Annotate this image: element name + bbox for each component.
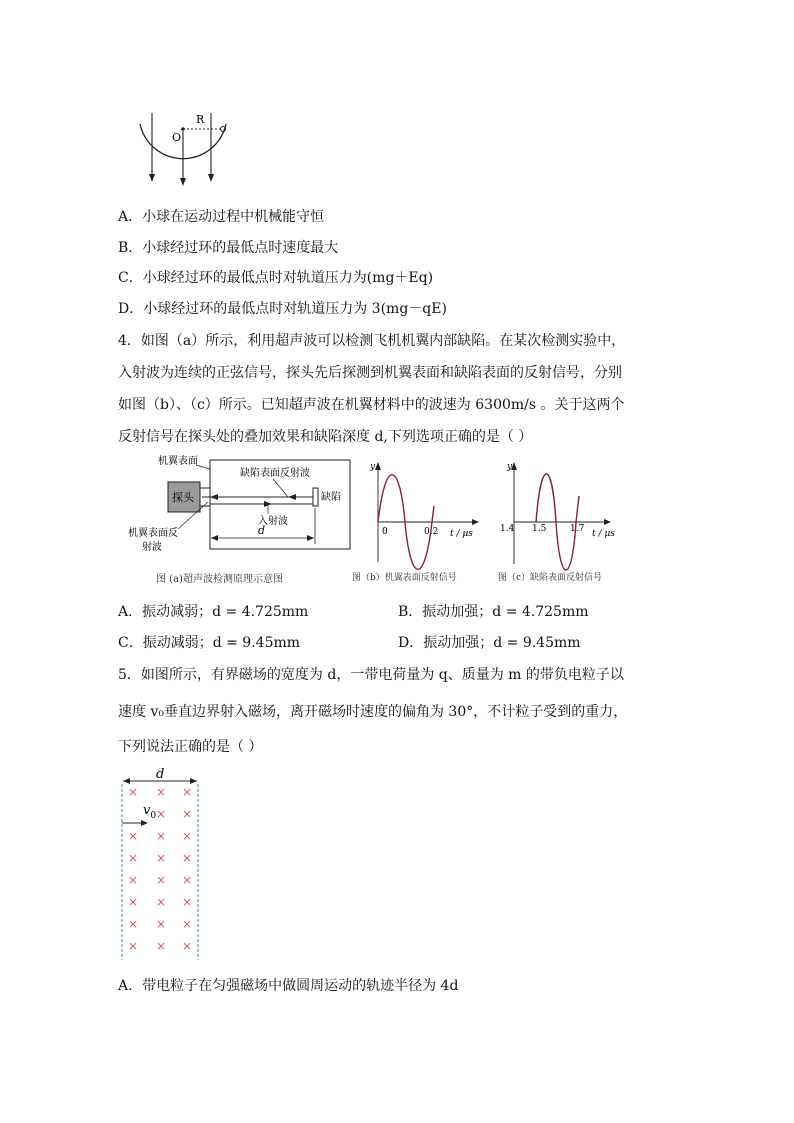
c-tick-15: 1.5 <box>532 524 547 534</box>
d-arrow-right <box>190 778 197 784</box>
figure-a-ultrasonic <box>128 454 360 588</box>
b-t-arrow <box>472 519 479 525</box>
b-y-label: y <box>370 462 376 472</box>
d-label: d <box>258 524 266 537</box>
q4-option-d: D．振动加强；d = 9.45mm <box>398 635 581 651</box>
q3-option-a: A．小球在运动过程中机械能守恒 <box>118 209 325 225</box>
surface-leader <box>196 465 210 469</box>
label-R: R <box>196 113 205 126</box>
field-cross: × <box>128 785 139 799</box>
reflect-arrow-left <box>210 494 218 500</box>
fig-b-caption: 图（b）机翼表面反射信号 <box>352 573 457 583</box>
q5-option-a: A．带电粒子在匀强磁场中做圆周运动的轨迹半径为 4d <box>118 978 459 994</box>
q4-option-a: A．振动减弱；d = 4.725mm <box>118 604 309 620</box>
field-cross: × <box>156 917 167 931</box>
field-cross: × <box>128 829 139 843</box>
field-cross: × <box>128 917 139 931</box>
field-cross: × <box>128 873 139 887</box>
field-cross: × <box>182 807 193 821</box>
c-t-label: t / μs <box>592 529 615 539</box>
defect-rect <box>313 488 318 506</box>
defect-reflect-label: 缺陷表面反射波 <box>240 468 310 479</box>
field-cross: × <box>156 851 167 865</box>
label-O: O <box>172 131 182 144</box>
c-tick-17: 1.7 <box>570 524 585 534</box>
probe-label: 探头 <box>172 491 194 504</box>
surface-reflect-label-2: 射波 <box>142 542 162 553</box>
b-tick-02: 0.2 <box>424 527 439 537</box>
d-arrow-left <box>123 778 130 784</box>
q4-line-4: 反射信号在探头处的叠加效果和缺陷深度 d,下列选项正确的是（ ） <box>118 429 533 445</box>
fig-a-caption: 图 (a)超声波检测原理示意图 <box>156 574 283 585</box>
velocity-label: $v_0$ <box>143 803 157 821</box>
surface-reflect-label-1: 机翼表面反 <box>128 528 178 539</box>
magnetic-field-figure <box>116 764 208 964</box>
field-cross: × <box>156 829 167 843</box>
q5-line-1: 5．如图所示，有界磁场的宽度为 d，一带电荷量为 q、质量为 m 的带负电粒子以 <box>118 667 624 683</box>
b-y-arrow <box>375 462 381 470</box>
field-cross: × <box>182 939 193 953</box>
q4-line-3: 如图（b）、（c）所示。已知超声波在机翼材料中的波速为 6300m/s 。关于这两个 <box>118 397 625 413</box>
b-tick-0: 0 <box>382 527 388 537</box>
q3-option-b: B．小球经过环的最低点时速度最大 <box>118 240 339 256</box>
q3-option-c: C．小球经过环的最低点时对轨道压力为(mg＋Eq) <box>118 270 434 286</box>
q4-option-b: B．振动加强；d = 4.725mm <box>398 604 589 620</box>
c-tick-14: 1.4 <box>500 524 515 534</box>
c-y-label: y <box>507 462 513 472</box>
field-d-label: d <box>156 767 165 782</box>
d-arrow-left <box>211 535 218 541</box>
incident-label: 入射波 <box>258 516 288 527</box>
q4-line-1: 4．如图（a）所示，利用超声波可以检测飞机机翼内部缺陷。在某次检测实验中， <box>118 333 626 349</box>
field-cross: × <box>128 851 139 865</box>
b-t-label: t / μs <box>450 529 473 539</box>
field-cross: × <box>156 785 167 799</box>
defect-reflect-leader <box>273 479 288 497</box>
figure-c-defect-signal <box>496 456 626 588</box>
field-cross: × <box>182 785 193 799</box>
c-t-arrow <box>604 519 611 525</box>
center-point <box>181 127 185 131</box>
field-cross: × <box>182 895 193 909</box>
field-cross: × <box>156 939 167 953</box>
field-cross: × <box>182 829 193 843</box>
figure-b-surface-signal <box>352 456 490 588</box>
defect-label: 缺陷 <box>321 492 341 503</box>
d-arrow-right <box>307 535 314 541</box>
fig-c-caption: 图（c）缺陷表面反射信号 <box>498 573 603 583</box>
field-cross: × <box>156 895 167 909</box>
field-cross: × <box>182 851 193 865</box>
q5-line-2: 速度 v₀垂直边界射入磁场，离开磁场时速度的偏角为 30°，不计粒子受到的重力， <box>118 704 628 720</box>
field-cross: × <box>156 873 167 887</box>
q3-option-d: D．小球经过环的最低点时对轨道压力为 3(mg－qE) <box>118 301 447 317</box>
field-cross: × <box>156 807 167 821</box>
field-crosses <box>128 785 192 953</box>
field-arrow-1 <box>149 174 155 182</box>
ring-diagram <box>130 108 230 190</box>
q4-line-2: 入射波为连续的正弦信号，探头先后探测到机翼表面和缺陷表面的反射信号，分别 <box>118 365 622 381</box>
q5-line-3: 下列说法正确的是（ ） <box>118 739 263 755</box>
field-arrow-2 <box>180 178 186 186</box>
field-cross: × <box>182 917 193 931</box>
field-cross: × <box>128 939 139 953</box>
reflect-arrow-mid <box>288 494 296 500</box>
field-arrow-3 <box>208 174 214 182</box>
surface-label: 机翼表面 <box>158 456 198 467</box>
q4-option-c: C．振动减弱；d = 9.45mm <box>118 635 301 651</box>
field-cross: × <box>182 873 193 887</box>
velocity-arrowhead <box>141 820 148 826</box>
field-cross: × <box>128 895 139 909</box>
